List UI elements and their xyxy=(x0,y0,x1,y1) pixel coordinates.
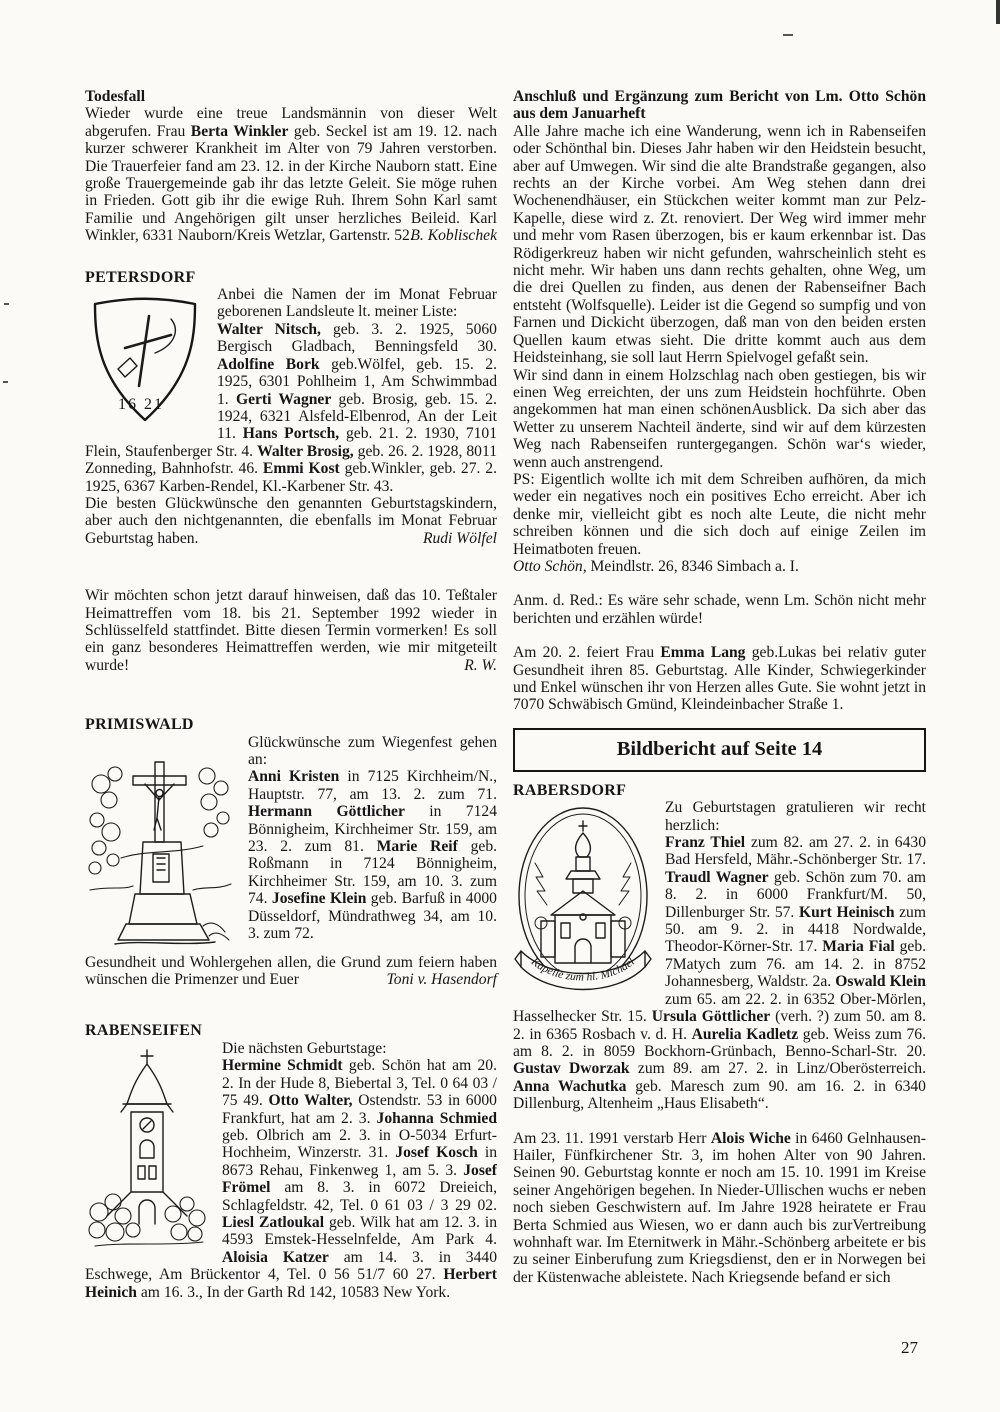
hinweis-paragraph: Wir möchten schon jetzt darauf hinweisen, daß das 10. Teßtaler Heimattreffen vom 18. bis 21. September 1992 wieder in Schlüsselfeld stattfindet. Bitte diesen Termin vormerken! Es soll ein ganz besonderes Heimattreffen werden, wie mir mitgeteilt wurde! xyxy=(85,587,497,674)
rabersdorf-intro: Zu Geburtstagen gratulieren wir recht herzlich: xyxy=(665,799,926,834)
primiswald-crucifix-image xyxy=(85,740,240,952)
section-emma-lang xyxy=(513,644,926,714)
rabenseifen-heading: RABENSEIFEN xyxy=(85,1022,203,1040)
wayside-cross-icon xyxy=(115,762,215,944)
anschluss-heading: Anschluß und Ergänzung zum Bericht von Lm. Otto Schön aus dem Januarheft xyxy=(513,88,926,123)
right-column xyxy=(513,88,926,1286)
left-column xyxy=(85,88,497,1301)
plow-emblem-icon xyxy=(118,316,175,386)
church-tower-icon xyxy=(107,1050,187,1224)
rabenseifen-names: Hermine Schmidt geb. Schön hat am 20. 2. In der Hude 8, Biebertal 3, Tel. 0 64 03 / 75 49. Otto Walter, Ostendstr. 53 in 6000 Frankfurt, hat am 2. 3. Johanna Schmied geb. Olbrich am 2. 3. in O-5034 Erfurt-Hochheim, Winzerstr. 31. Josef Kosch in 8673 Rehau, Finkenweg 1, am 5. 3. Josef Frömel am 8. 3. in 6072 Dreieich, Schlagfeldstr. 42, Tel. 0 61 03 / 3 29 02. Liesl Zatloukal geb. Wilk hat am 12. 3. in 4593 Emstek-Hesselnfelde, Am Park 4. Aloisia Katzer am 14. 3. in 3440 Eschwege, Am Brückentor 4, Tel. 0 56 51/7 60 27. Herbert Heinich am 16. 3., In der Garth Rd 142, 10583 New York. xyxy=(85,1057,498,1301)
crest-year-label: 16 21 xyxy=(118,396,164,414)
primiswald-signature: Toni v. Hasendorf xyxy=(386,971,497,989)
section-rabersdorf xyxy=(513,782,926,1113)
todesfall-signature: B. Koblischek xyxy=(410,227,497,245)
todesfall-heading: Todesfall xyxy=(85,88,146,105)
section-hinweis xyxy=(85,587,497,674)
petersdorf-heading: PETERSDORF xyxy=(85,268,196,286)
petersdorf-signature: Rudi Wölfel xyxy=(422,529,497,547)
anschluss-address: Otto Schön, Meindlstr. 26, 8346 Simbach a. I. xyxy=(513,557,799,575)
anschluss-paragraph-2: Wir sind dann in einem Holzschlag nach oben gestiegen, bis wir einen Weg erreichten, der uns zum Heidstein hochführte. Oben angekommen hat man einen schönenAusblick. Da sich aber das Wetter zu unserem Nachteil änderte, sind wir auf dem kürzesten Weg nach Rabenseifen runtergegangen. Schön war‘s wieder, wenn auch anstrengend. xyxy=(513,366,926,471)
section-alois-wiche xyxy=(513,1130,926,1287)
petersdorf-names: Walter Nitsch, geb. 3. 2. 1925, 5060 Bergisch Gladbach, Benningsfeld 30. Adolfine Bork geb.Wölfel, geb. 15. 2. 1925, 6301 Pohlheim 1, Am Schwimmbad 1. Gerti Wagner geb. Brosig, geb. 15. 2. 1924, 6321 Alsfeld-Elbenrod, An der Leit 11. Hans Portsch, geb. 21. 2. 1930, 7101 Flein, Staufenberger Str. 4. Walter Brosig, geb. 26. 2. 1928, 8011 Zonneding, Bahnhofstr. 46. Emmi Kost geb.Winkler, geb. 27. 2. 1925, 6367 Karben-Rendel, Kl.-Karbener Str. 43. xyxy=(85,320,498,495)
rabenseifen-intro: Die nächsten Geburtstage: xyxy=(222,1039,387,1057)
anmerkung-paragraph: Anm. d. Red.: Es wäre sehr schade, wenn Lm. Schön nicht mehr berichten und erzählen würde! xyxy=(513,592,926,627)
scan-artifact xyxy=(3,381,8,383)
anschluss-paragraph-1: Alle Jahre mache ich eine Wanderung, wenn ich in Rabenseifen oder Schönthal bin. Dieses Jahr haben wir den Heidstein besucht, aber auf Umwegen. Wir sind die alte Brandstraße gegangen, also rechts an der Kirche vorbei. Am Weg stehen dann drei Wochenendhäuser, ein Stückchen weiter kommt man zur Pelz-Kapelle, diese wird z. Zt. renoviert. Der Weg wird immer mehr und mehr vom Rasen überzogen, bis er kaum erkennbar ist. Das Rödigerkreuz haben wir nicht gefunden, wahrscheinlich steht es nicht mehr. Wir haben uns dann rechts gehalten, ohne Weg, um die drei Quellen zu finden, aus denen der Rabenseifner Bach entsteht (Wolfsquelle). Leider ist die Gegend so sumpfig und von Farnen und Dickicht überzogen, daß man von den beiden ersten Quellen kaum etwas sieht. Die dritte kommt auch aus dem Heidsteinhang, sie soll laut Herrn Spielvogel gefaßt sein. xyxy=(513,122,926,367)
section-anschluss xyxy=(513,88,926,575)
todesfall-paragraph: Wieder wurde eine treue Landsmännin von dieser Welt abgerufen. Frau Berta Winkler geb. Seckel ist am 19. 12. nach kurzer schwerer Krankheit im Alter von 79 Jahren verstorben. Die Trauerfeier fand am 23. 12. in der Kirche Nauborn statt. Eine große Trauergemeinde gab ihr das letzte Geleit. Sie möge ruhen in Frieden. Gott gib ihr die ewige Ruh. Ihrem Sohn Karl samt Familie und Angehörigen gilt unser herzliches Beileid. Karl Winkler, 6331 Nauborn/Kreis Wetzlar, Gartenstr. 52. xyxy=(85,105,497,245)
bildbericht-box: Bildbericht auf Seite 14 xyxy=(513,728,926,772)
primiswald-outro: Gesundheit und Wohlergehen allen, die Grund zum feiern haben wünschen die Primenzer und Euer xyxy=(85,953,497,989)
petersdorf-intro: Anbei die Namen der im Monat Februar geborenen Landsleute lt. meiner Liste: xyxy=(217,286,497,321)
scan-artifact xyxy=(783,34,793,36)
petersdorf-crest-image xyxy=(85,292,205,427)
emma-lang-paragraph: Am 20. 2. feiert Frau Emma Lang geb.Lukas bei relativ guter Gesundheit ihren 85. Geburtstag. Alle Kinder, Schwiegerkinder und Enkel wünschen ihr von Herzen alles Gute. Sie wohnt jetzt in 7070 Schwäbisch Gmünd, Kleindeinbacher Straße 1. xyxy=(513,644,926,714)
section-todesfall xyxy=(85,88,497,245)
section-rabenseifen xyxy=(85,1022,497,1301)
primiswald-heading: PRIMISWALD xyxy=(85,716,194,734)
rabersdorf-chapel-medallion-image xyxy=(513,803,653,998)
primiswald-intro: Glückwünsche zum Wiegenfest gehen an: xyxy=(248,733,497,769)
anschluss-paragraph-3: PS: Eigentlich wollte ich mit dem Schreiben aufhören, da mich weder ein negatives noch ein positives Echo erreicht. Aber ich denke mir, vielleicht gibt es noch alte Leute, die nicht mehr schreiben können und die sich doch auf einige Zeilen im Heimatboten freuen. xyxy=(513,470,926,558)
petersdorf-outro: Die besten Glückwünsche den genannten Geburtstagskindern, aber auch den nichtgenannten, die ebenfalls im Monat Februar Geburtstag haben. xyxy=(85,494,497,547)
scan-artifact xyxy=(996,0,1000,24)
chapel-banner-icon xyxy=(515,951,651,990)
page-number: 27 xyxy=(901,1338,918,1357)
rabenseifen-church-image xyxy=(85,1046,210,1251)
tree-sketch-icon xyxy=(535,863,631,929)
hinweis-signature: R. W. xyxy=(464,656,497,674)
section-petersdorf xyxy=(85,269,497,548)
bush-sketch-icon xyxy=(89,1194,205,1246)
primiswald-names: Anni Kristen in 7125 Kirchheim/N., Hauptstr. 77, am 13. 2. zum 71. Hermann Göttlicher in 7124 Bönnigheim, Kirchheimer Str. 159, am 23. 2. zum 81. Marie Reif geb. Roßmann in 7124 Bönnigheim, Kirchheimer Str. 159, am 10. 3. zum 74. Josefine Klein geb. Barfuß in 4000 Düsseldorf, Mündrathweg 34, am 10. 3. zum 72. xyxy=(248,768,498,943)
alois-wiche-paragraph: Am 23. 11. 1991 verstarb Herr Alois Wiche in 6460 Gelnhausen-Hailer, Fünfkirchener Str. 3, im hohen Alter von 90 Jahren. Seinen 90. Geburtstag konnte er noch am 15. 10. 1991 im Kreise seiner Angehörigen begehen. In Nieder-Ullischen wuchs er neben noch sieben Geschwistern auf. Im Jahre 1928 heiratete er Frau Berta Schmied aus Wiesen, wo er dann auch bis zurVertreibung wohnhaft war. Im Eternitwerk in Mähr.-Schönberg arbeitete er bis zu seiner Einberufung zum Kriegsdienst, den er in Norwegen bei der Küstenwache ableistete. Nach Kriegsende befand er sich xyxy=(513,1129,926,1286)
rabersdorf-names: Franz Thiel zum 82. am 27. 2. in 6430 Bad Hersfeld, Mähr.-Schönberger Str. 17. Traudl Wagner geb. Schön zum 70. am 8. 2. in 6000 Frankfurt/M. 50, Dillenburger Str. 57. Kurt Heinisch zum 50. am 9. 2. in 4418 Nordwalde, Theodor-Körner-Str. 17. Maria Fial geb. 7Matych zum 76. am 14. 2. in 8752 Johannesberg, Waldstr. 2a. Oswald Klein zum 65. am 22. 2. in 6352 Ober-Mörlen, Hasselhecker Str. 15. Ursula Göttlicher (verh. ?) zum 50. am 8. 2. in 6365 Rosbach v. d. H. Aurelia Kadletz geb. Weiss zum 76. am 8. 2. in 8059 Bockhorn-Grünbach, Benno-Scharl-Str. 20. Gustav Dworzak zum 89. am 27. 2. in Linz/Oberösterreich. Anna Wachutka geb. Maresch zum 90. am 16. 2. in 6340 Dillenburg, Altenheim „Haus Elisabeth“. xyxy=(513,834,927,1113)
section-primiswald xyxy=(85,716,497,988)
section-anmerkung xyxy=(513,592,926,627)
medallion-banner-label: Kapelle zum hl. Michael xyxy=(528,955,638,984)
scan-artifact xyxy=(4,303,9,305)
rabersdorf-heading: RABERSDORF xyxy=(513,781,627,799)
